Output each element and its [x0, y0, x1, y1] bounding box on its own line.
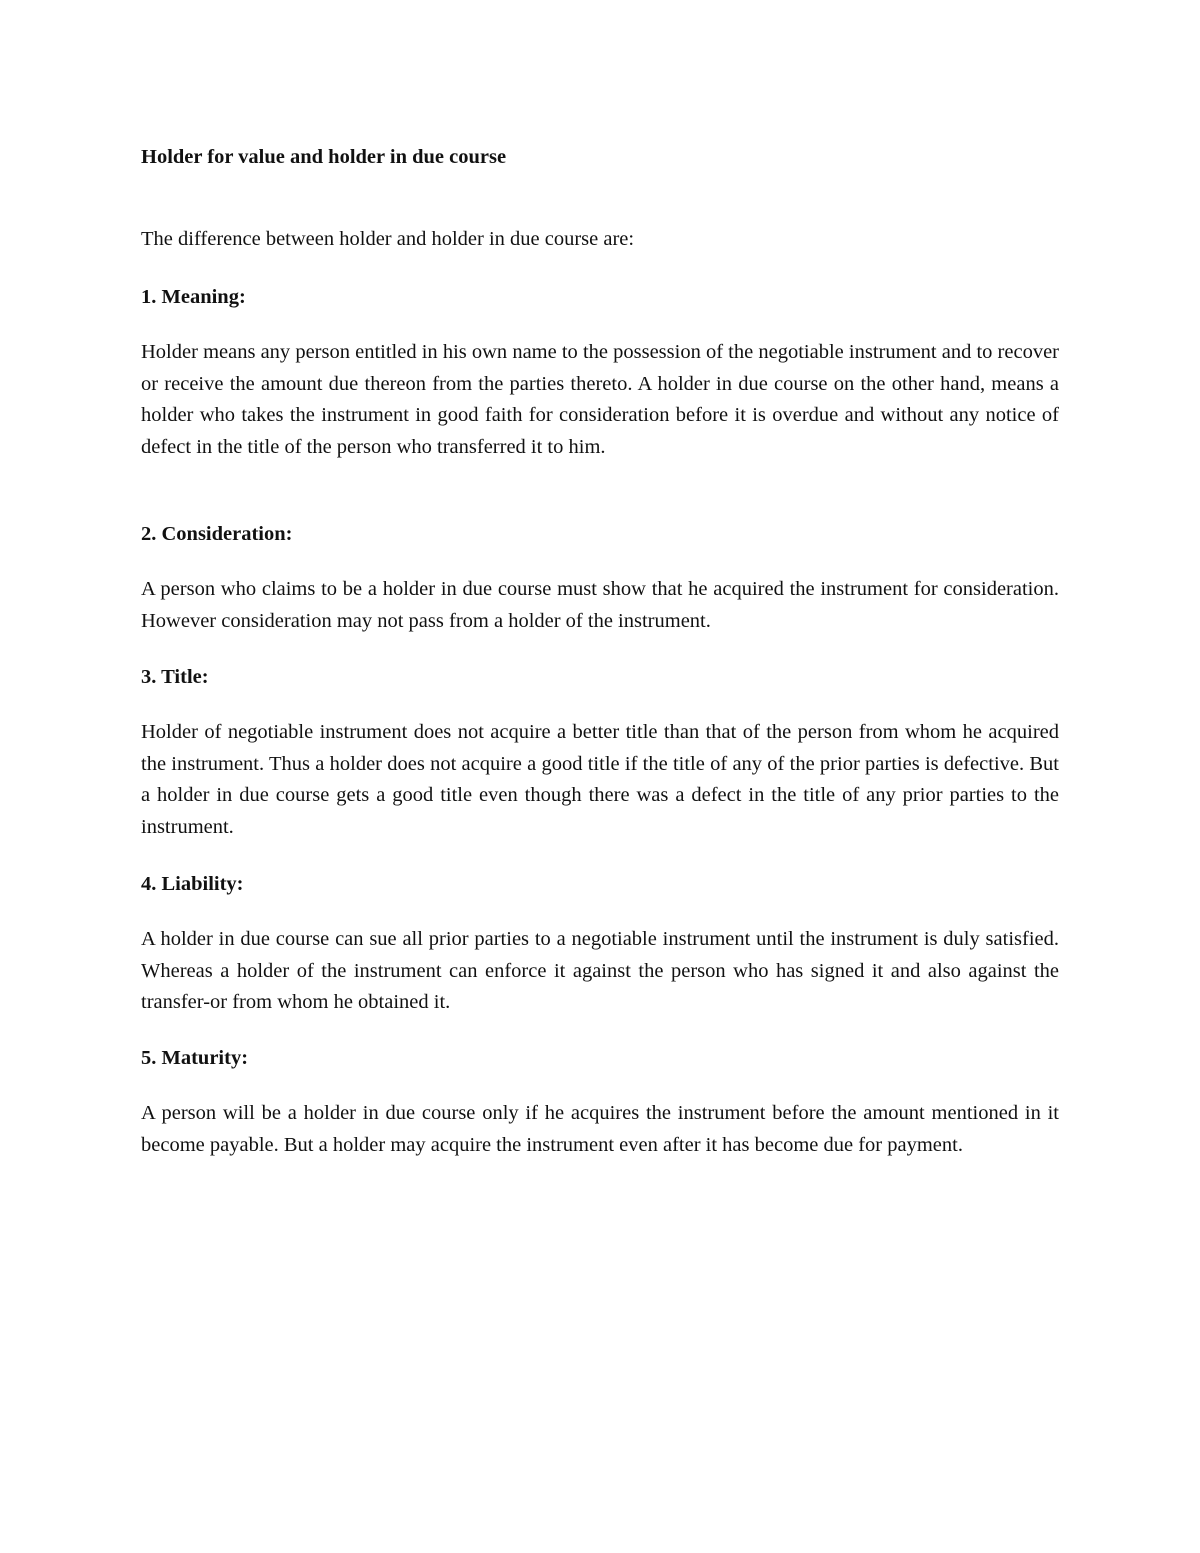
section-maturity	[141, 1044, 1059, 1161]
section-body: A holder in due course can sue all prior parties to a negotiable instrument until the instrument is duly satisfied. Whereas a holder of the instrument can enforce it against the person who has signed it and also against the transfer-or from whom he obtained it.	[141, 928, 1059, 1013]
section-consideration	[141, 520, 1059, 637]
section-body: A person will be a holder in due course only if he acquires the instrument before the amount mentioned in it become payable. But a holder may acquire the instrument even after it has become due for payment.	[141, 1102, 1059, 1156]
section-heading: 2. Consideration:	[141, 523, 293, 545]
section-body: Holder means any person entitled in his own name to the possession of the negotiable instrument and to recover or receive the amount due thereon from the parties thereto. A holder in due course on the other hand, means a holder who takes the instrument in good faith for consideration before it is overdue and without any notice of defect in the title of the person who transferred it to him.	[141, 341, 1059, 458]
section-body: A person who claims to be a holder in due course must show that he acquired the instrument for consideration. However consideration may not pass from a holder of the instrument.	[141, 578, 1059, 632]
section-heading: 3. Title:	[141, 666, 209, 688]
section-heading: 1. Meaning:	[141, 286, 246, 308]
document-title: Holder for value and holder in due course	[141, 146, 507, 168]
section-title	[141, 663, 1059, 843]
section-body: Holder of negotiable instrument does not acquire a better title than that of the person from whom he acquired the instrument. Thus a holder does not acquire a good title if the title of any of the prior parties is defective. But a holder in due course gets a good title even though there was a defect in the title of any prior parties to the instrument.	[141, 721, 1059, 838]
section-meaning	[141, 283, 1059, 463]
section-liability	[141, 870, 1059, 1019]
section-heading: 4. Liability:	[141, 873, 244, 895]
intro-text: The difference between holder and holder in due course are:	[141, 228, 635, 250]
section-heading: 5. Maturity:	[141, 1047, 249, 1069]
